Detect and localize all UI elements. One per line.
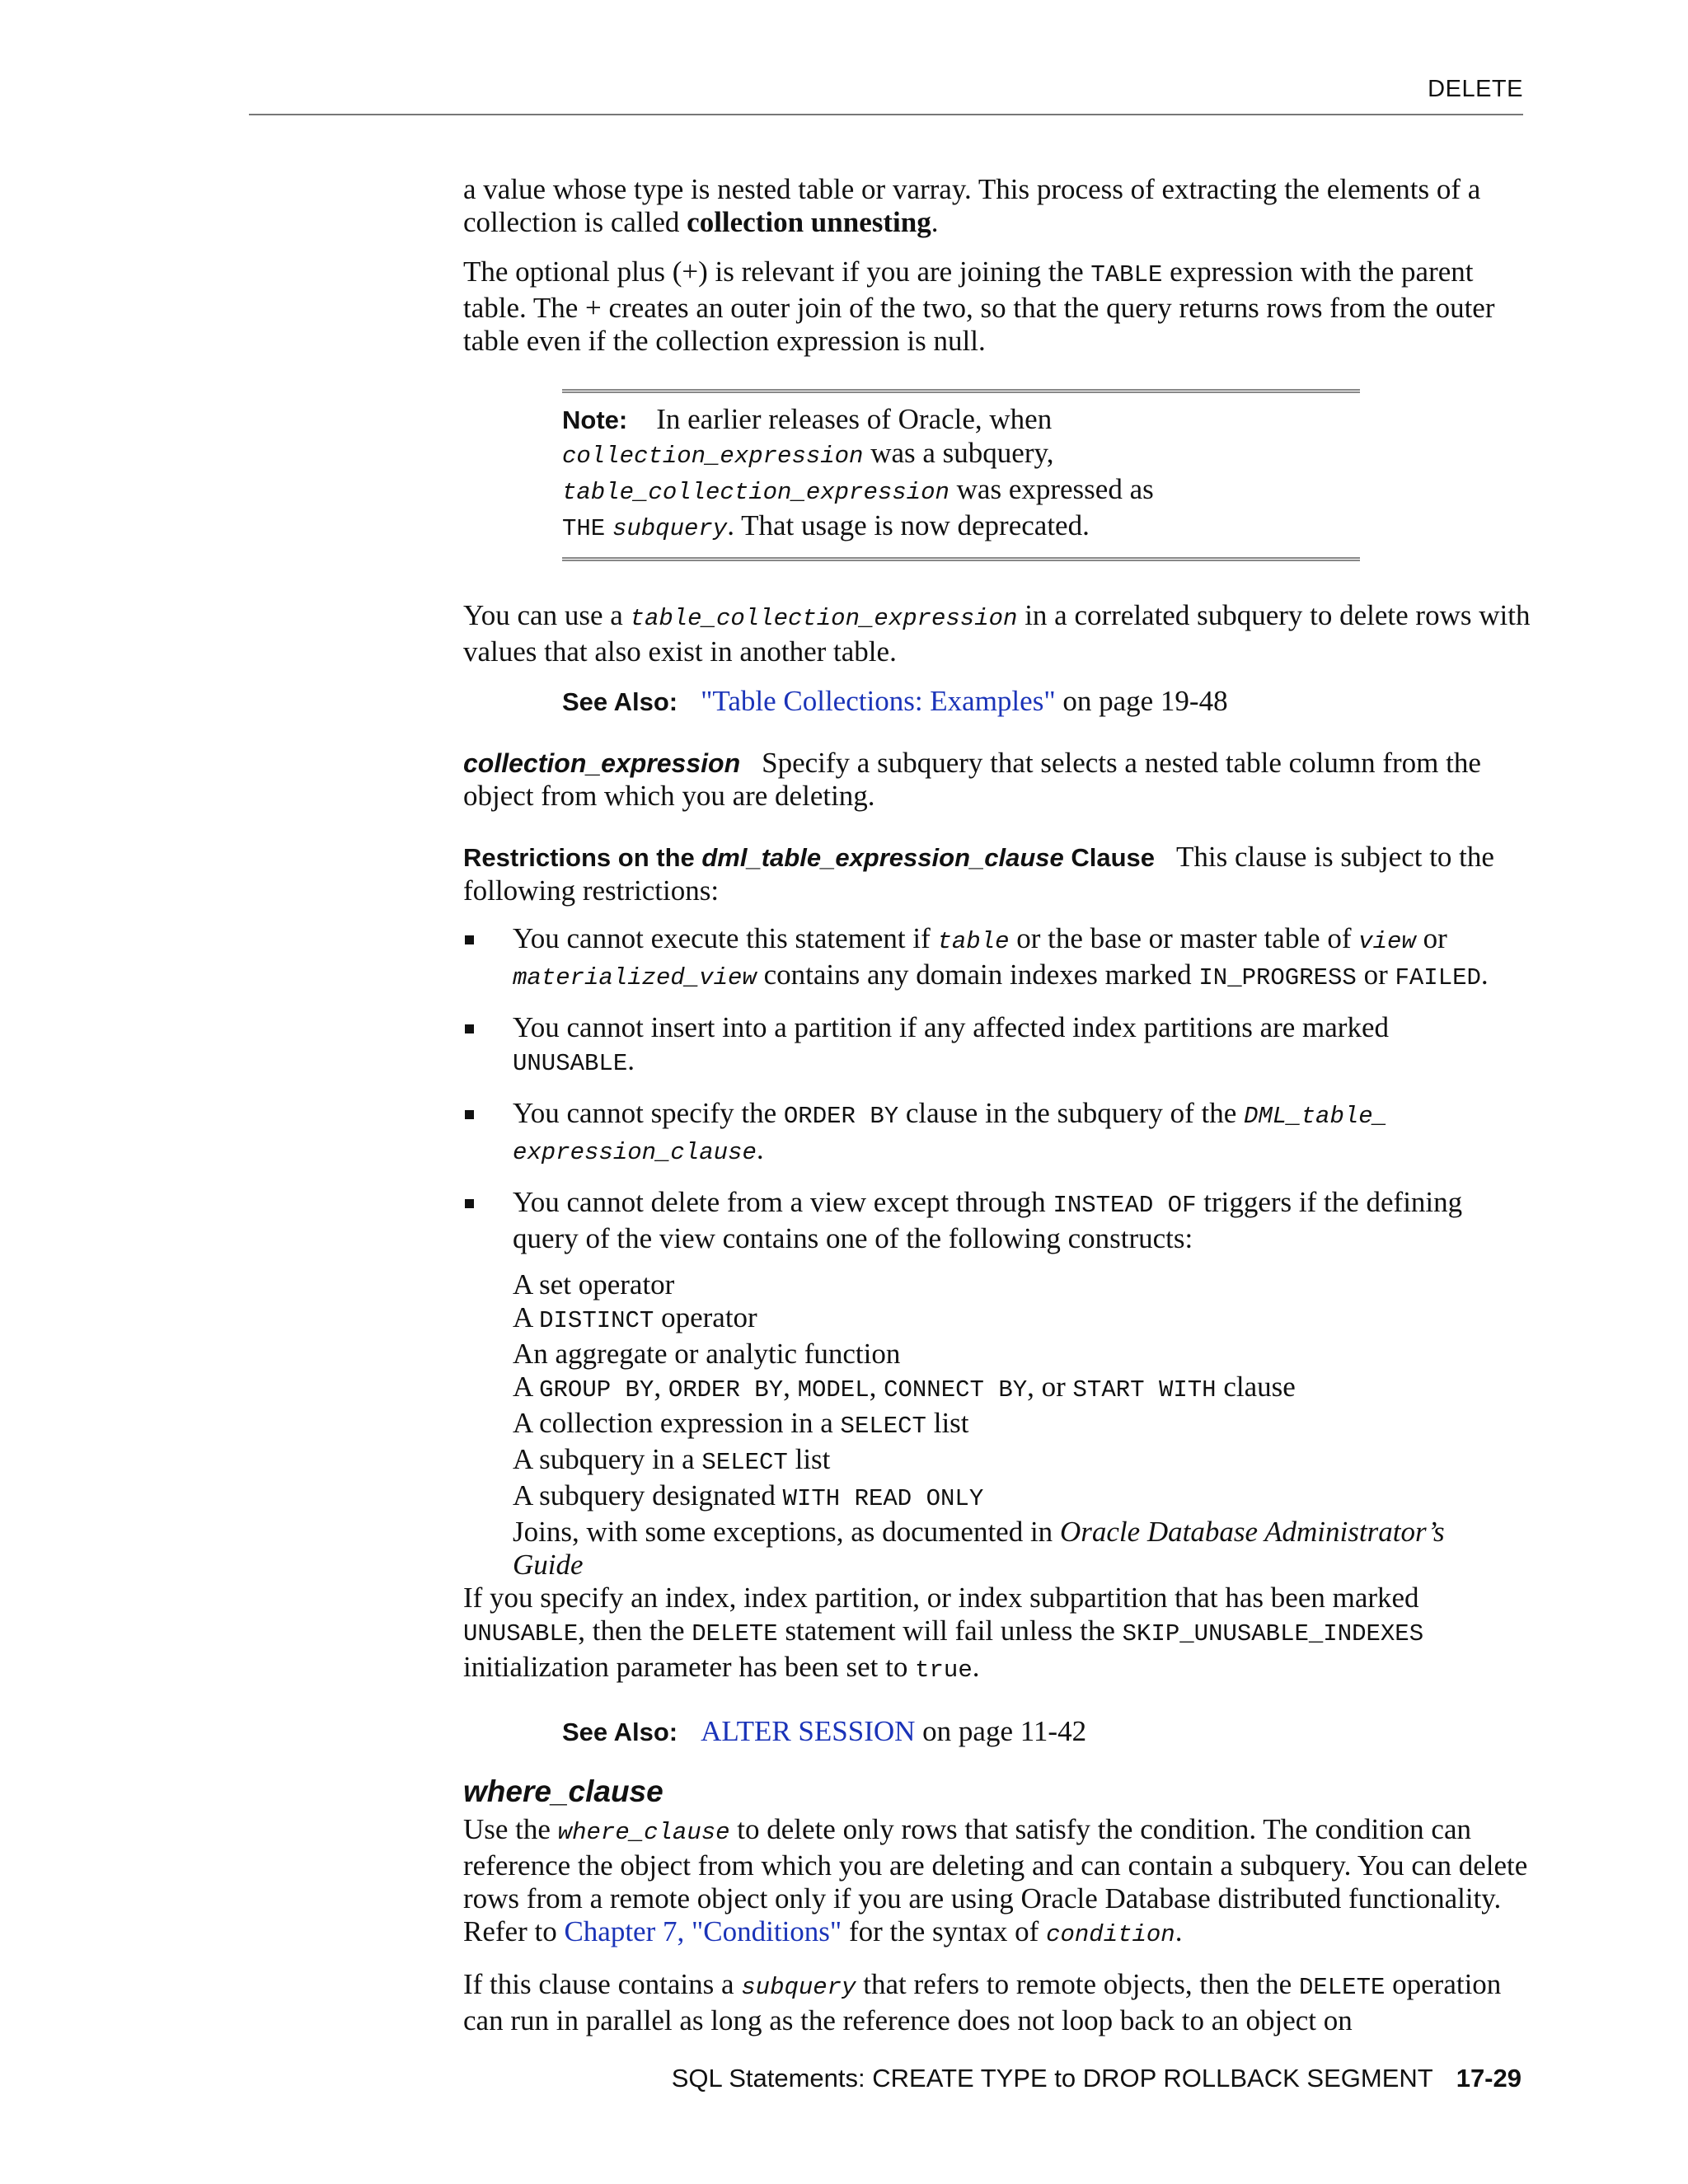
text: . That usage is now deprecated. — [727, 509, 1090, 541]
paragraph-unusable-index — [463, 1582, 1535, 1687]
text: In earlier releases of Oracle, when — [656, 403, 1053, 435]
text: , or — [1027, 1371, 1073, 1403]
footer-title: SQL Statements: CREATE TYPE to DROP ROLLBACK SEGMENT — [671, 2064, 1433, 2093]
see-also-alter-session — [562, 1715, 1535, 1749]
text: . — [1480, 958, 1489, 991]
text: contains any domain indexes marked — [756, 958, 1199, 991]
construct-item — [513, 1479, 1535, 1516]
text: to delete only rows that satisfy the condition. The condition can reference the object from which you are deleting and can contain a subquery. You can delete rows from a remote object only if you are using Oracle Database distributed functionality. Refer to — [463, 1813, 1528, 1947]
paragraph-collection-unnesting — [463, 173, 1535, 239]
text: operator — [654, 1301, 757, 1333]
header-title: DELETE — [1428, 76, 1523, 102]
text: list — [787, 1443, 831, 1475]
text: or — [1415, 922, 1447, 954]
bullet-icon — [465, 1110, 474, 1119]
paragraph-optional-plus — [463, 255, 1535, 358]
page-body — [463, 173, 1535, 2054]
paragraph-restrictions — [463, 841, 1535, 907]
code-select: SELECT — [840, 1413, 926, 1440]
page-number: 17-29 — [1456, 2064, 1522, 2093]
section-heading-where-clause: where_clause — [463, 1774, 663, 1808]
running-footer — [672, 2064, 1522, 2093]
text: or — [1356, 958, 1395, 991]
text: . — [972, 1651, 980, 1683]
code-true: true — [915, 1657, 973, 1684]
text: operation can run in parallel as long as the reference does not loop back to an object on — [463, 1968, 1502, 2036]
text: in a correlated subquery to delete rows with values that also exist in another table. — [463, 599, 1531, 668]
see-also-label: See Also: — [562, 687, 678, 716]
code-unusable: UNUSABLE — [513, 1050, 628, 1077]
link-table-collections-examples[interactable]: "Table Collections: Examples" — [701, 685, 1056, 717]
see-also-table-collections — [562, 685, 1535, 719]
book-title: Oracle Database Administrator’s Guide — [513, 1516, 1445, 1581]
construct-item — [513, 1516, 1518, 1582]
code-with-read-only: WITH READ ONLY — [782, 1485, 984, 1512]
code-delete: DELETE — [692, 1620, 778, 1647]
construct-item — [513, 1268, 1535, 1301]
bullet-icon — [465, 935, 474, 944]
construct-item: A GROUP BY, ORDER BY, MODEL, CONNECT BY, or START WITH clause — [513, 1371, 1296, 1404]
term-dml-table-expression-clause: dml_table_expression_clause — [701, 843, 1064, 872]
code-model: MODEL — [797, 1376, 870, 1404]
code-distinct: DISTINCT — [539, 1307, 654, 1334]
list-item — [463, 1011, 1535, 1080]
paragraph-where-clause — [463, 1813, 1535, 1952]
text: Joins, with some exceptions, as documented in — [513, 1516, 1060, 1548]
note-label: Note: — [562, 405, 628, 434]
code-materialized-view: materialized_view — [513, 964, 757, 991]
list-item — [463, 1097, 1535, 1169]
text: Use the — [463, 1813, 558, 1845]
code-condition: condition — [1046, 1921, 1175, 1948]
text: was expressed as — [949, 473, 1154, 505]
text: The optional plus (+) is relevant if you are joining the — [463, 255, 1091, 288]
text: was a subquery, — [863, 437, 1054, 469]
code-table-collection-expression: table_collection_expression — [562, 479, 950, 506]
code-connect-by: CONNECT BY — [884, 1376, 1028, 1404]
paragraph-collection-expression — [463, 747, 1535, 813]
text: that refers to remote objects, then the — [856, 1968, 1299, 2000]
code-order-by: ORDER BY — [783, 1103, 899, 1130]
text: triggers if the defining query of the view contains one of the following constructs: — [513, 1186, 1463, 1254]
text: list — [926, 1407, 969, 1439]
list-item — [463, 1186, 1535, 1582]
code-instead-of: INSTEAD OF — [1053, 1192, 1197, 1219]
code-unusable: UNUSABLE — [463, 1620, 579, 1647]
text: Clause — [1063, 843, 1156, 872]
code-select: SELECT — [701, 1449, 788, 1476]
construct-item — [513, 1443, 1535, 1479]
code-table-collection-expression: table_collection_expression — [630, 605, 1018, 632]
link-chapter-7-conditions[interactable]: Chapter 7, "Conditions" — [564, 1915, 842, 1947]
running-header — [249, 76, 1523, 115]
text: This clause is subject to the following restrictions: — [463, 841, 1494, 907]
code-subquery: subquery — [741, 1974, 856, 2001]
text: You cannot specify the — [513, 1097, 784, 1129]
code-start-with: START WITH — [1072, 1376, 1217, 1404]
text: , then the — [578, 1615, 692, 1647]
code-group-by: GROUP BY — [539, 1376, 654, 1404]
text: . — [931, 206, 939, 238]
text: You cannot insert into a partition if any affected index partitions are marked — [513, 1011, 1389, 1043]
text: An aggregate or analytic function — [513, 1338, 901, 1370]
text: A set operator — [513, 1268, 675, 1301]
construct-item — [513, 1407, 1535, 1443]
text: initialization parameter has been set to — [463, 1651, 916, 1683]
note-box — [562, 389, 1360, 561]
text: . — [627, 1044, 635, 1076]
text: or the base or master table of — [1009, 922, 1359, 954]
text: expression with the parent table. The + creates an outer join of the two, so that the query returns rows from the outer table even if the collection expression is null. — [463, 255, 1495, 357]
text: clause — [1216, 1371, 1296, 1403]
text: You cannot execute this statement if — [513, 922, 938, 954]
code-order-by: ORDER BY — [668, 1376, 784, 1404]
text: . — [1175, 1915, 1183, 1947]
restrictions-list — [463, 922, 1535, 1582]
term-collection-expression: collection_expression — [463, 748, 741, 778]
text: statement will fail unless the — [777, 1615, 1123, 1647]
paragraph-correlated-subquery — [463, 599, 1535, 668]
text: A — [513, 1301, 540, 1333]
code-table: TABLE — [1090, 261, 1163, 288]
text: If this clause contains a — [463, 1968, 742, 2000]
text: Restrictions on the — [463, 843, 702, 872]
code-dml-table-expression-clause: DML_table_ expression_clause — [513, 1103, 1388, 1166]
code-table: table — [937, 928, 1010, 955]
text: a value whose type is nested table or varray. This process of extracting the elements of a collection is called — [463, 173, 1481, 238]
text: You cannot delete from a view except through — [513, 1186, 1053, 1218]
code-view: view — [1358, 928, 1416, 955]
bullet-icon — [465, 1199, 474, 1208]
text: clause in the subquery of the — [898, 1097, 1245, 1129]
constructs-list — [513, 1268, 1535, 1582]
restrictions-heading — [463, 843, 1155, 872]
bullet-icon — [465, 1024, 474, 1033]
text: You can use a — [463, 599, 631, 631]
text: on page 19-48 — [1055, 685, 1228, 717]
text: Specify a subquery that selects a nested table column from the object from which you are deleting. — [463, 747, 1481, 812]
term-collection-unnesting: collection unnesting — [687, 206, 931, 238]
text: If you specify an index, index partition, or index subpartition that has been marked — [463, 1582, 1419, 1614]
code-skip-unusable-indexes: SKIP_UNUSABLE_INDEXES — [1122, 1620, 1424, 1647]
paragraph-remote-subquery — [463, 1968, 1535, 2037]
see-also-label: See Also: — [562, 1718, 678, 1746]
text: A subquery designated — [513, 1479, 783, 1511]
text: A — [513, 1371, 540, 1403]
text: A subquery in a — [513, 1443, 702, 1475]
construct-item — [513, 1338, 1535, 1371]
code-where-clause: where_clause — [557, 1819, 730, 1846]
text: . — [756, 1133, 764, 1165]
code-subquery: subquery — [612, 515, 728, 542]
code-delete: DELETE — [1298, 1974, 1386, 2001]
code-in-progress: IN_PROGRESS — [1198, 964, 1357, 991]
text: on page 11-42 — [915, 1715, 1087, 1747]
construct-item — [513, 1301, 1535, 1338]
code-failed: FAILED — [1395, 964, 1481, 991]
list-item — [463, 922, 1535, 995]
text: A collection expression in a — [513, 1407, 841, 1439]
code-the: THE — [562, 515, 606, 542]
code-collection-expression: collection_expression — [562, 443, 864, 470]
text: for the syntax of — [842, 1915, 1047, 1947]
link-alter-session[interactable]: ALTER SESSION — [701, 1715, 916, 1747]
